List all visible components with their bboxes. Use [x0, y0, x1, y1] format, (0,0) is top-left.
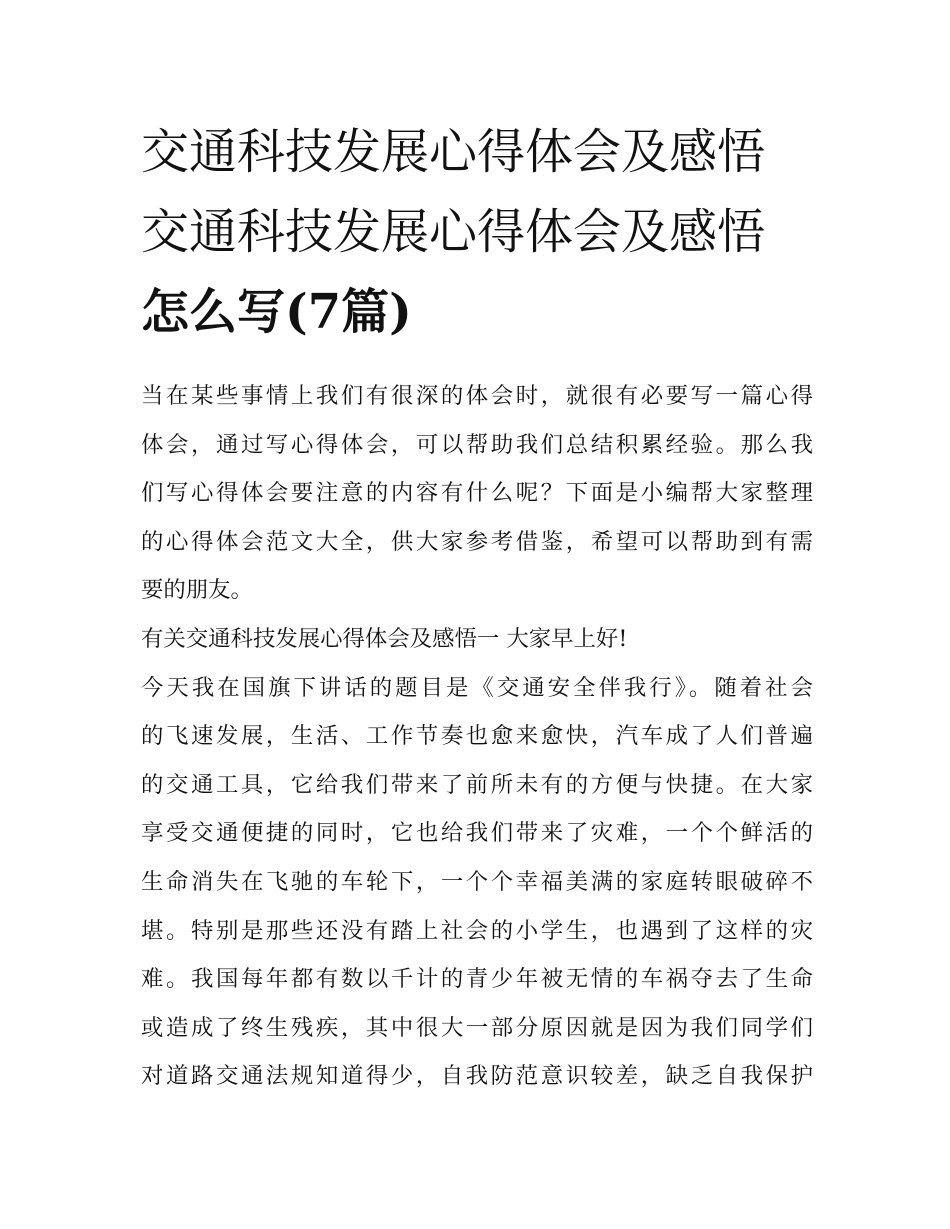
document-content	[141, 112, 813, 1101]
title-line: 交通科技发展心得体会及感悟	[141, 204, 766, 260]
section-heading-paragraph	[141, 615, 813, 664]
text-line: 有关交通科技发展心得体会及感悟一 大家早上好!	[141, 625, 628, 652]
text-line: 当在某些事情上我们有很深的体会时，就很有必要写一篇心得	[141, 383, 813, 409]
text-line: 或造成了终生残疾，其中很大一部分原因就是因为我们同学们	[141, 1014, 813, 1041]
text-line: 的交通工具，它给我们带来了前所未有的方便与快捷。在大家	[141, 771, 813, 798]
text-line: 体会，通过写心得体会，可以帮助我们总结积累经验。那么我	[141, 431, 813, 458]
text-line: 的心得体会范文大全，供大家参考借鉴，希望可以帮助到有需	[141, 528, 813, 555]
title-line: 怎么写(7篇)	[141, 284, 412, 340]
text-line: 难。我国每年都有数以千计的青少年被无情的车祸夺去了生命	[141, 966, 813, 993]
title-line: 交通科技发展心得体会及感悟	[141, 124, 766, 180]
text-line: 要的朋友。	[141, 577, 253, 604]
document-title	[141, 112, 813, 352]
body-paragraph	[141, 664, 813, 1101]
text-line: 们写心得体会要注意的内容有什么呢？下面是小编帮大家整理	[141, 480, 813, 507]
text-line: 享受交通便捷的同时，它也给我们带来了灾难，一个个鲜活的	[141, 820, 813, 847]
document-body	[141, 372, 813, 1101]
intro-paragraph	[141, 372, 813, 615]
text-line: 对道路交通法规知道得少，自我防范意识较差，缺乏自我保护	[141, 1063, 813, 1090]
text-line: 的飞速发展，生活、工作节奏也愈来愈快，汽车成了人们普遍	[141, 723, 813, 750]
text-line: 今天我在国旗下讲话的题目是《交通安全伴我行》。随着社会	[141, 674, 813, 701]
text-line: 堪。特别是那些还没有踏上社会的小学生，也遇到了这样的灾	[141, 917, 813, 944]
text-line: 生命消失在飞驰的车轮下，一个个幸福美满的家庭转眼破碎不	[141, 868, 813, 895]
